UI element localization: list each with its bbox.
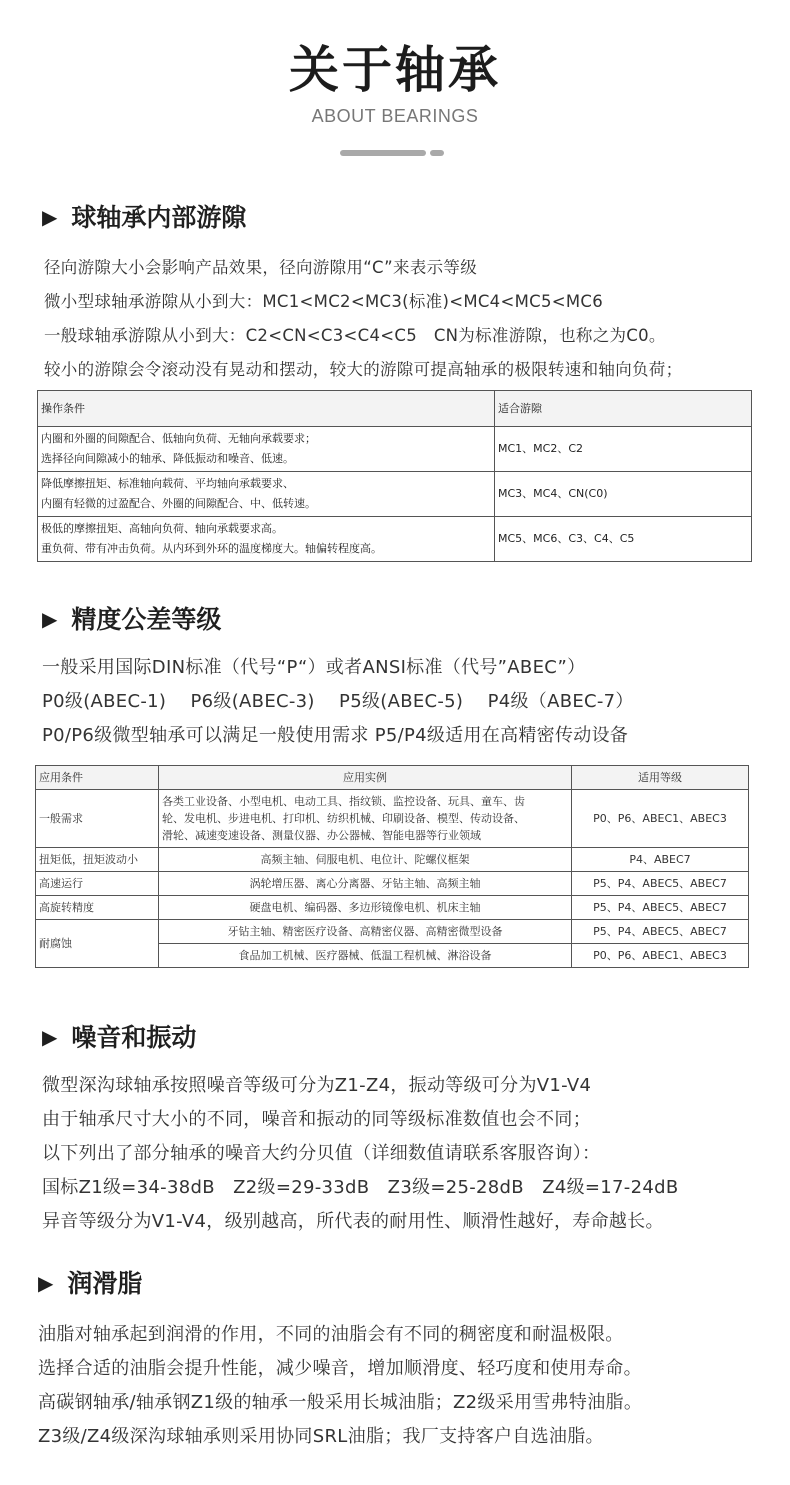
table-cell-clearance: MC3、MC4、CN(C0) bbox=[495, 472, 752, 517]
table-cell-grade: P5、P4、ABEC5、ABEC7 bbox=[572, 896, 749, 920]
table-header-cell: 适用等级 bbox=[572, 766, 749, 790]
title-divider-long bbox=[340, 150, 426, 156]
table-cell-grade: P0、P6、ABEC1、ABEC3 bbox=[572, 790, 749, 848]
table-header-cell: 应用条件 bbox=[36, 766, 159, 790]
grease-line-4: Z3级/Z4级深沟球轴承则采用协同SRL油脂；我厂支持客户自选油脂。 bbox=[38, 1426, 604, 1447]
table-cell-condition: 降低摩擦扭矩、标准轴向载荷、平均轴向承载要求、 内圈有轻微的过盈配合、外圈的间隙配合、中、低转速。 bbox=[38, 472, 495, 517]
section-heading-text: 润滑脂 bbox=[67, 1269, 143, 1298]
table-cell-examples: 牙钻主轴、精密医疗设备、高精密仪器、高精密微型设备 bbox=[159, 920, 572, 944]
precision-table bbox=[35, 765, 749, 968]
table-row bbox=[36, 790, 749, 848]
table-header-cell: 应用实例 bbox=[159, 766, 572, 790]
section-heading-clearance bbox=[42, 198, 246, 234]
table-cell-condition: 一般需求 bbox=[36, 790, 159, 848]
clearance-line-4: 较小的游隙会令滚动没有晃动和摆动，较大的游隙可提高轴承的极限转速和轴向负荷； bbox=[44, 360, 683, 379]
table-cell-examples: 高频主轴、伺服电机、电位计、陀螺仪框架 bbox=[159, 848, 572, 872]
table-row bbox=[36, 848, 749, 872]
table-cell-condition: 耐腐蚀 bbox=[36, 920, 159, 968]
clearance-table bbox=[37, 390, 752, 562]
section-heading-text: 球轴承内部游隙 bbox=[71, 203, 247, 232]
section-heading-text: 噪音和振动 bbox=[71, 1023, 197, 1052]
page-title: 关于轴承 bbox=[289, 41, 501, 99]
noise-line-4: 国标Z1级=34-38dB Z2级=29-33dB Z3级=25-28dB Z4级=17-24dB bbox=[42, 1177, 679, 1198]
page-subtitle: ABOUT BEARINGS bbox=[311, 106, 479, 126]
noise-line-2: 由于轴承尺寸大小的不同，噪音和振动的同等级标准数值也会不同； bbox=[42, 1109, 591, 1130]
table-header-row bbox=[36, 766, 749, 790]
table-cell-grade: P5、P4、ABEC5、ABEC7 bbox=[572, 920, 749, 944]
table-header-cell: 操作条件 bbox=[38, 391, 495, 427]
table-cell-clearance: MC1、MC2、C2 bbox=[495, 427, 752, 472]
arrow-right-icon: ▶ bbox=[42, 205, 58, 229]
table-row bbox=[36, 896, 749, 920]
section-heading-text: 精度公差等级 bbox=[71, 605, 222, 634]
table-cell-condition: 内圈和外圈的间隙配合、低轴向负荷、无轴向承载要求； 选择径向间隙减小的轴承、降低振动和噪音、低速。 bbox=[38, 427, 495, 472]
table-cell-condition: 极低的摩擦扭矩、高轴向负荷、轴向承载要求高。 重负荷、带有冲击负荷。从内环到外环的温度梯度大。轴偏转程度高。 bbox=[38, 517, 495, 562]
precision-line-2: P0级(ABEC-1) P6级(ABEC-3) P5级(ABEC-5) P4级（ABEC-7） bbox=[42, 691, 634, 712]
precision-line-3: P0/P6级微型轴承可以满足一般使用需求 P5/P4级适用在高精密传动设备 bbox=[42, 725, 629, 746]
clearance-line-2: 微小型球轴承游隙从小到大：MC1<MC2<MC3(标准)<MC4<MC5<MC6 bbox=[44, 292, 604, 311]
table-cell-examples: 涡轮增压器、离心分离器、牙钻主轴、高频主轴 bbox=[159, 872, 572, 896]
table-cell-clearance: MC5、MC6、C3、C4、C5 bbox=[495, 517, 752, 562]
section-heading-grease bbox=[38, 1264, 142, 1300]
arrow-right-icon: ▶ bbox=[38, 1271, 54, 1295]
table-header-row bbox=[38, 391, 752, 427]
section-heading-precision bbox=[42, 600, 221, 636]
table-cell-grade: P0、P6、ABEC1、ABEC3 bbox=[572, 944, 749, 968]
grease-line-1: 油脂对轴承起到润滑的作用，不同的油脂会有不同的稠密度和耐温极限。 bbox=[38, 1324, 624, 1345]
table-cell-grade: P4、ABEC7 bbox=[572, 848, 749, 872]
table-row bbox=[38, 472, 752, 517]
table-cell-grade: P5、P4、ABEC5、ABEC7 bbox=[572, 872, 749, 896]
noise-line-3: 以下列出了部分轴承的噪音大约分贝值（详细数值请联系客服咨询）： bbox=[42, 1143, 601, 1164]
table-row bbox=[38, 427, 752, 472]
arrow-right-icon: ▶ bbox=[42, 607, 58, 631]
noise-line-5: 异音等级分为V1-V4，级别越高，所代表的耐用性、顺滑性越好，寿命越长。 bbox=[42, 1211, 664, 1232]
table-row bbox=[38, 517, 752, 562]
table-cell-condition: 扭矩低，扭矩波动小 bbox=[36, 848, 159, 872]
noise-line-1: 微型深沟球轴承按照噪音等级可分为Z1-Z4，振动等级可分为V1-V4 bbox=[42, 1075, 592, 1096]
table-cell-condition: 高速运行 bbox=[36, 872, 159, 896]
table-cell-examples: 硬盘电机、编码器、多边形镜像电机、机床主轴 bbox=[159, 896, 572, 920]
precision-line-1: 一般采用国际DIN标准（代号“P“）或者ANSI标准（代号”ABEC”） bbox=[42, 657, 586, 678]
clearance-line-3: 一般球轴承游隙从小到大：C2<CN<C3<C4<C5 CN为标准游隙，也称之为C0。 bbox=[44, 326, 666, 345]
grease-line-2: 选择合适的油脂会提升性能，减少噪音，增加顺滑度、轻巧度和使用寿命。 bbox=[38, 1358, 642, 1379]
grease-line-3: 高碳钢轴承/轴承钢Z1级的轴承一般采用长城油脂；Z2级采用雪弗特油脂。 bbox=[38, 1392, 643, 1413]
table-cell-examples: 各类工业设备、小型电机、电动工具、指纹锁、监控设备、玩具、童车、齿 轮、发电机、步进电机、打印机、纺织机械、印刷设备、模型、传动设备、 滑轮、减速变速设备、测量仪器、办公器械、智能电器等行业领域 bbox=[159, 790, 572, 848]
table-header-cell: 适合游隙 bbox=[495, 391, 752, 427]
table-cell-examples: 食品加工机械、医疗器械、低温工程机械、淋浴设备 bbox=[159, 944, 572, 968]
section-heading-noise bbox=[42, 1018, 196, 1054]
table-cell-condition: 高旋转精度 bbox=[36, 896, 159, 920]
title-divider-short bbox=[430, 150, 444, 156]
table-row bbox=[36, 920, 749, 944]
arrow-right-icon: ▶ bbox=[42, 1025, 58, 1049]
clearance-line-1: 径向游隙大小会影响产品效果，径向游隙用“C”来表示等级 bbox=[44, 258, 478, 277]
table-row bbox=[36, 872, 749, 896]
